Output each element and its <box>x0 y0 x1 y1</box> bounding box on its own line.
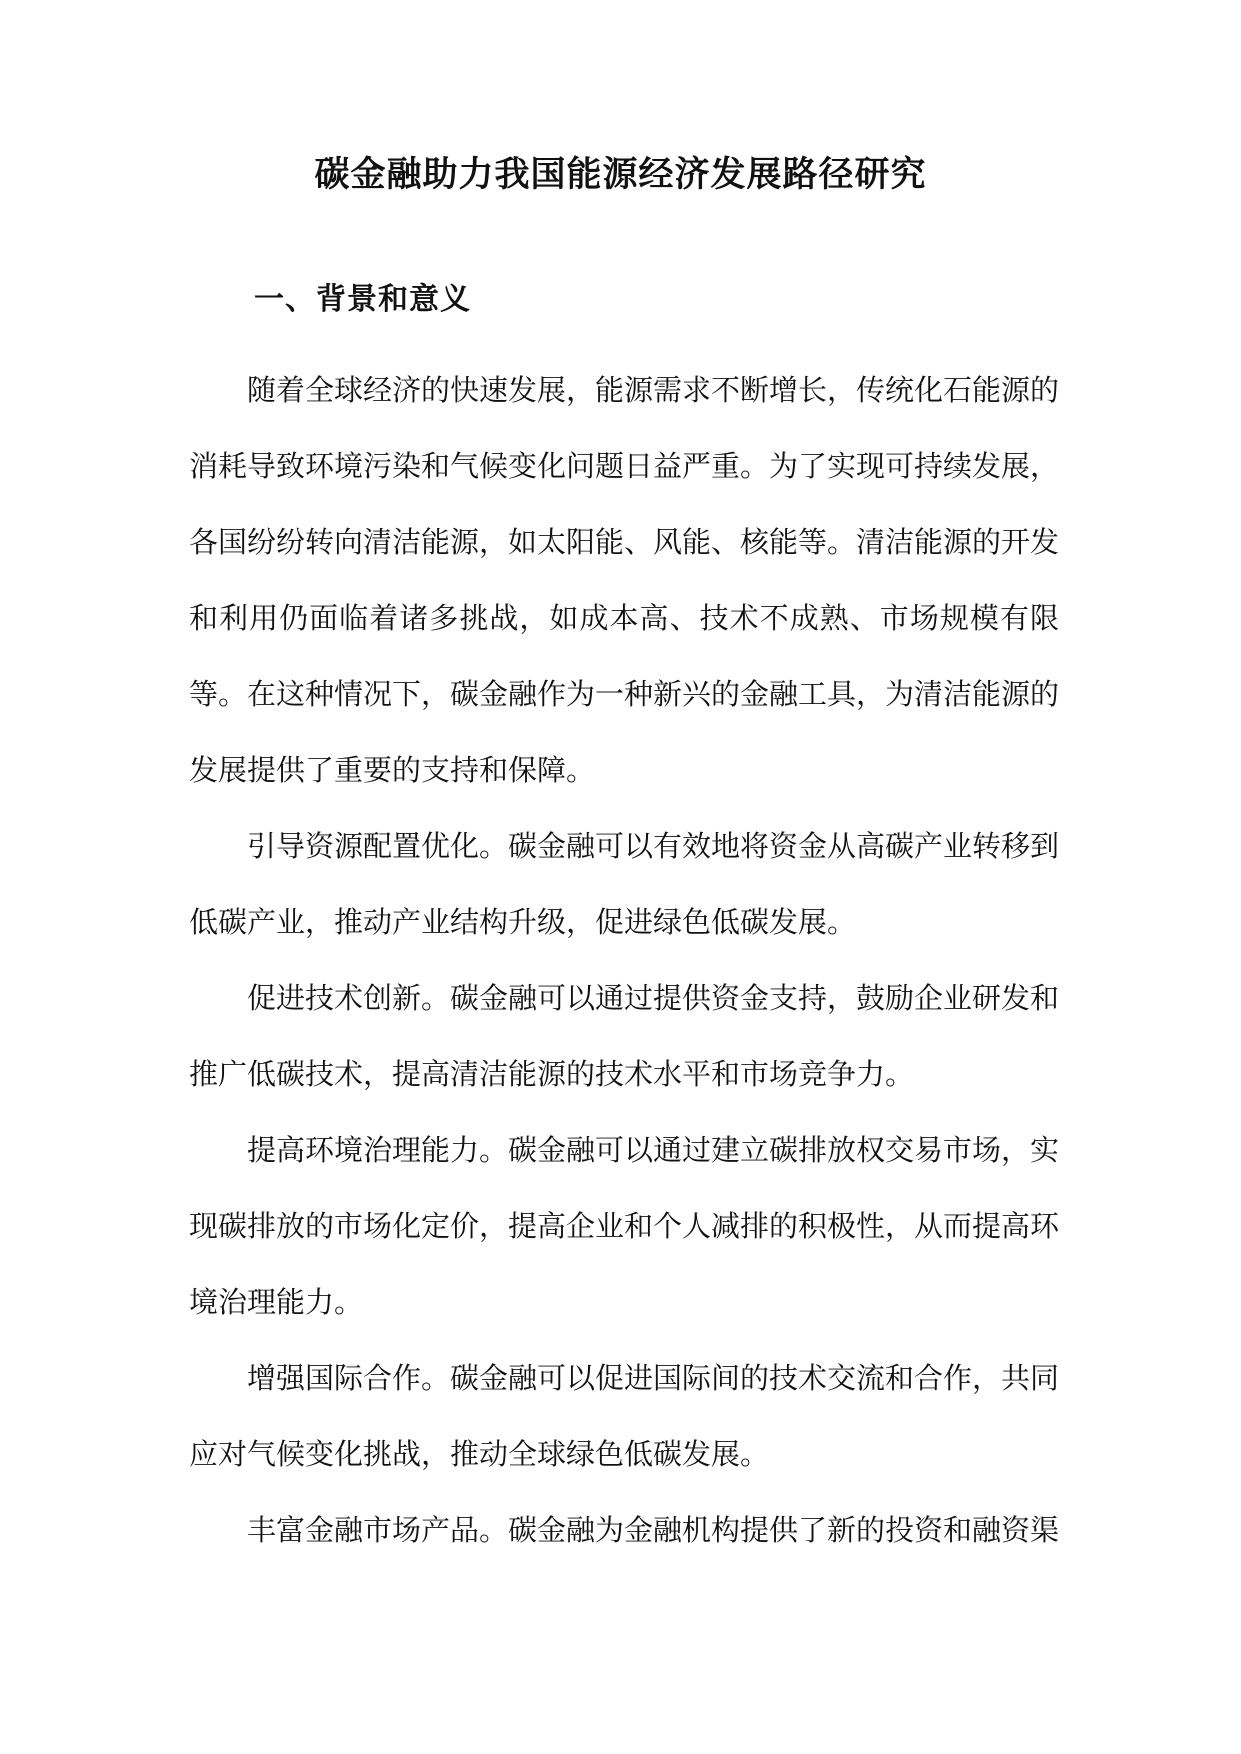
paragraph-financial-products: 丰富金融市场产品。碳金融为金融机构提供了新的投资和融资渠 <box>247 1513 1060 1547</box>
paragraph-environmental-governance: 提高环境治理能力。碳金融可以通过建立碳排放权交易市场，实现碳排放的市场化定价，提高企业和个人减排的积极性，从而提高环境治理能力。 <box>189 1133 1060 1319</box>
document-title: 碳金融助力我国能源经济发展路径研究 <box>314 155 927 195</box>
paragraph-technology-innovation: 促进技术创新。碳金融可以通过提供资金支持，鼓励企业研发和推广低碳技术，提高清洁能源的技术水平和市场竞争力。 <box>189 981 1060 1091</box>
section-body <box>189 352 1059 1568</box>
paragraph-background: 随着全球经济的快速发展，能源需求不断增长，传统化石能源的消耗导致环境污染和气候变化问题日益严重。为了实现可持续发展，各国纷纷转向清洁能源，如太阳能、风能、核能等。清洁能源的开发和利用仍面临着诸多挑战，如成本高、技术不成熟、市场规模有限等。在这种情况下，碳金融作为一种新兴的金融工具，为清洁能源的发展提供了重要的支持和保障。 <box>189 373 1060 787</box>
paragraph-resource-allocation: 引导资源配置优化。碳金融可以有效地将资金从高碳产业转移到低碳产业，推动产业结构升级，促进绿色低碳发展。 <box>189 829 1060 939</box>
paragraph-international-cooperation: 增强国际合作。碳金融可以促进国际间的技术交流和合作，共同应对气候变化挑战，推动全球绿色低碳发展。 <box>189 1361 1060 1471</box>
section-heading: 一、背景和意义 <box>254 282 471 317</box>
